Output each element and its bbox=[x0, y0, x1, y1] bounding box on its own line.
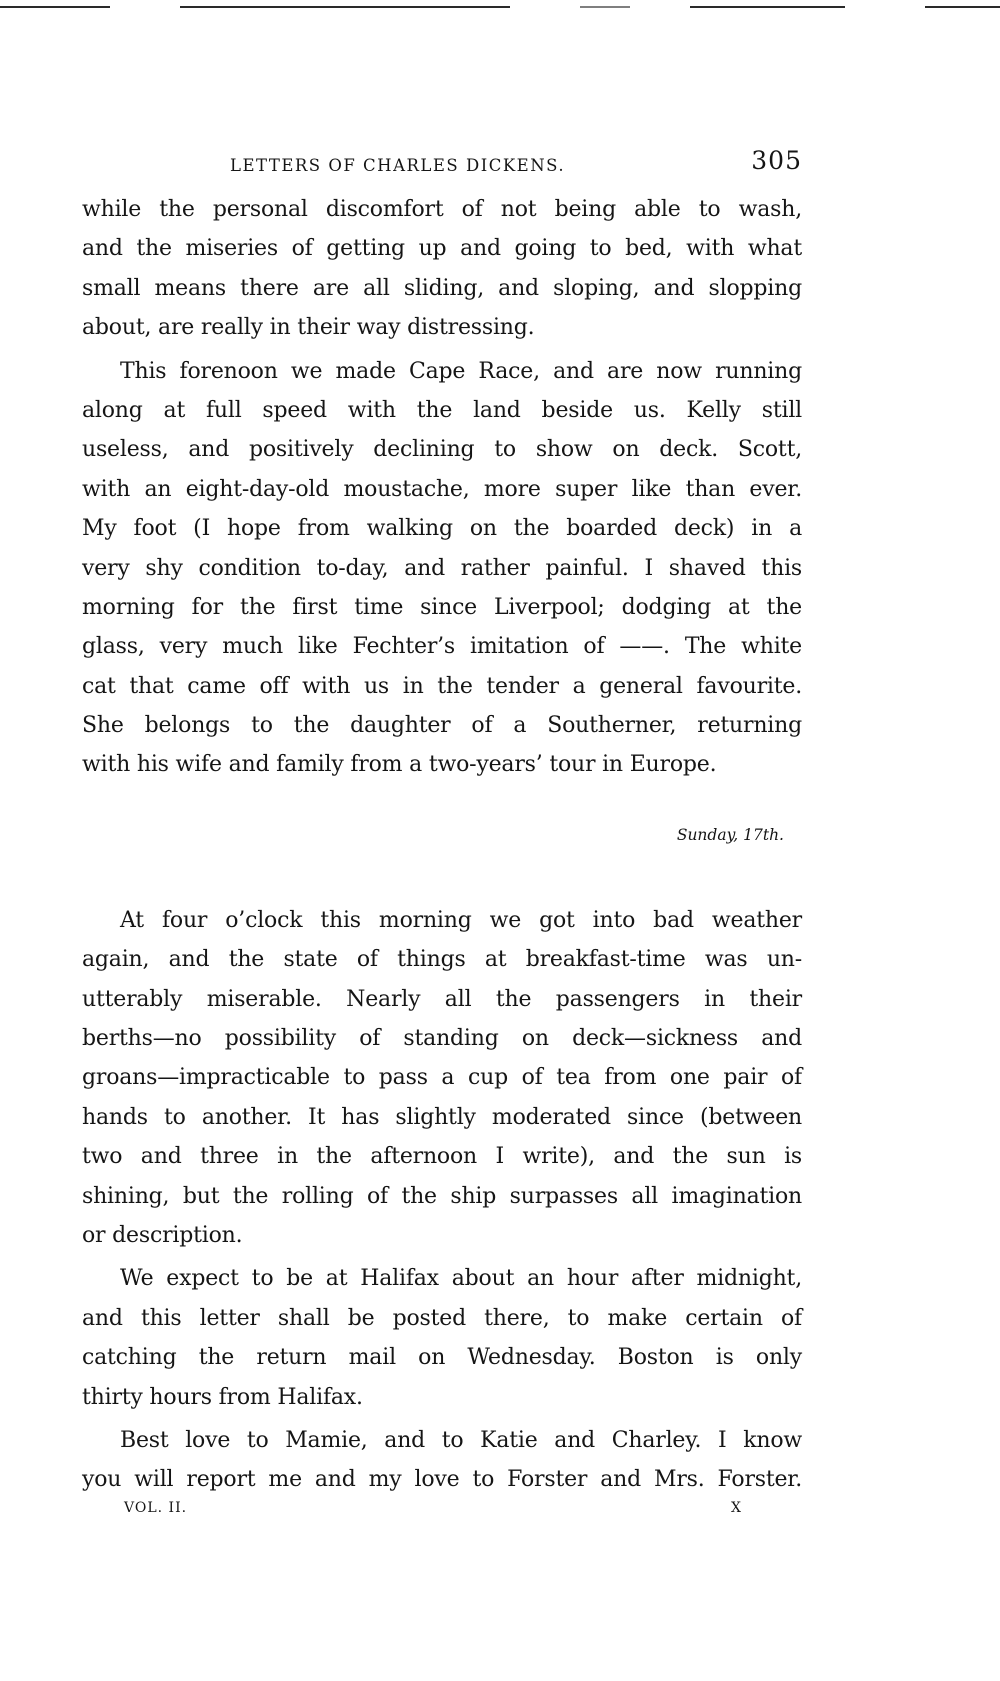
text-line: At four o’clock this morning we got into bad weather bbox=[120, 907, 802, 933]
dateline: Sunday, 17th. bbox=[676, 825, 784, 844]
top-scan-rule-center bbox=[180, 6, 510, 8]
text-line: about, are really in their way distressing. bbox=[82, 315, 535, 341]
top-scan-rule-right-1 bbox=[580, 6, 630, 8]
text-line: again, and the state of things at breakfast-time was un- bbox=[82, 947, 802, 973]
text-line: We expect to be at Halifax about an hour after midnight, bbox=[120, 1266, 802, 1292]
paragraph bbox=[82, 901, 802, 1256]
text-line: berths—no possibility of standing on deck—sickness and bbox=[82, 1026, 802, 1052]
text-line: or description. bbox=[82, 1222, 243, 1248]
text-line: and the miseries of getting up and going to bed, with what bbox=[82, 236, 802, 262]
text-line: small means there are all sliding, and sloping, and slopping bbox=[82, 275, 802, 301]
text-line: shining, but the rolling of the ship surpasses all imagination bbox=[82, 1183, 802, 1209]
text-line: groans—impracticable to pass a cup of tea from one pair of bbox=[82, 1065, 802, 1091]
paragraph bbox=[82, 1421, 802, 1500]
text-line: This forenoon we made Cape Race, and are now running bbox=[120, 358, 802, 384]
text-line: utterably miserable. Nearly all the passengers in their bbox=[82, 986, 802, 1012]
volume-signature: VOL. II. bbox=[124, 1499, 188, 1516]
paragraph bbox=[82, 1259, 802, 1417]
text-line: hands to another. It has slightly moderated since (between bbox=[82, 1104, 802, 1130]
page-number: 305 bbox=[751, 146, 802, 175]
top-scan-rule-left bbox=[0, 6, 110, 8]
text-line: glass, very much like Fechter’s imitation of ——. The white bbox=[82, 634, 802, 660]
book-page bbox=[82, 146, 802, 1530]
text-line: useless, and positively declining to show on deck. Scott, bbox=[82, 437, 802, 463]
top-scan-rule-right-2 bbox=[690, 6, 845, 8]
text-line: two and three in the afternoon I write), and the sun is bbox=[82, 1144, 802, 1170]
text-line: and this letter shall be posted there, to make certain of bbox=[82, 1305, 802, 1331]
page-footer bbox=[82, 1500, 802, 1530]
text-line: with an eight-day-old moustache, more super like than ever. bbox=[82, 476, 802, 502]
text-line: My foot (I hope from walking on the boarded deck) in a bbox=[82, 516, 802, 542]
top-scan-rule-right-3 bbox=[925, 6, 1000, 8]
text-line: along at full speed with the land beside us. Kelly still bbox=[82, 397, 802, 423]
text-line: morning for the first time since Liverpool; dodging at the bbox=[82, 594, 802, 620]
text-line: She belongs to the daughter of a Southerner, returning bbox=[82, 713, 802, 739]
text-line: cat that came off with us in the tender a general favourite. bbox=[82, 673, 802, 699]
paragraph bbox=[82, 190, 802, 348]
text-line: Best love to Mamie, and to Katie and Charley. I know bbox=[120, 1427, 802, 1453]
text-line: catching the return mail on Wednesday. Boston is only bbox=[82, 1345, 802, 1371]
paragraph bbox=[82, 352, 802, 785]
running-head bbox=[82, 146, 802, 190]
text-line: while the personal discomfort of not being able to wash, bbox=[82, 197, 802, 222]
text-line: thirty hours from Halifax. bbox=[82, 1384, 363, 1410]
text-line: with his wife and family from a two-years’ tour in Europe. bbox=[82, 752, 717, 778]
text-line: you will report me and my love to Forster and Mrs. Forster. bbox=[82, 1467, 802, 1493]
running-title: LETTERS OF CHARLES DICKENS. bbox=[230, 156, 566, 175]
text-line: very shy condition to-day, and rather painful. I shaved this bbox=[82, 555, 802, 581]
printer-signature-mark: X bbox=[731, 1499, 742, 1516]
